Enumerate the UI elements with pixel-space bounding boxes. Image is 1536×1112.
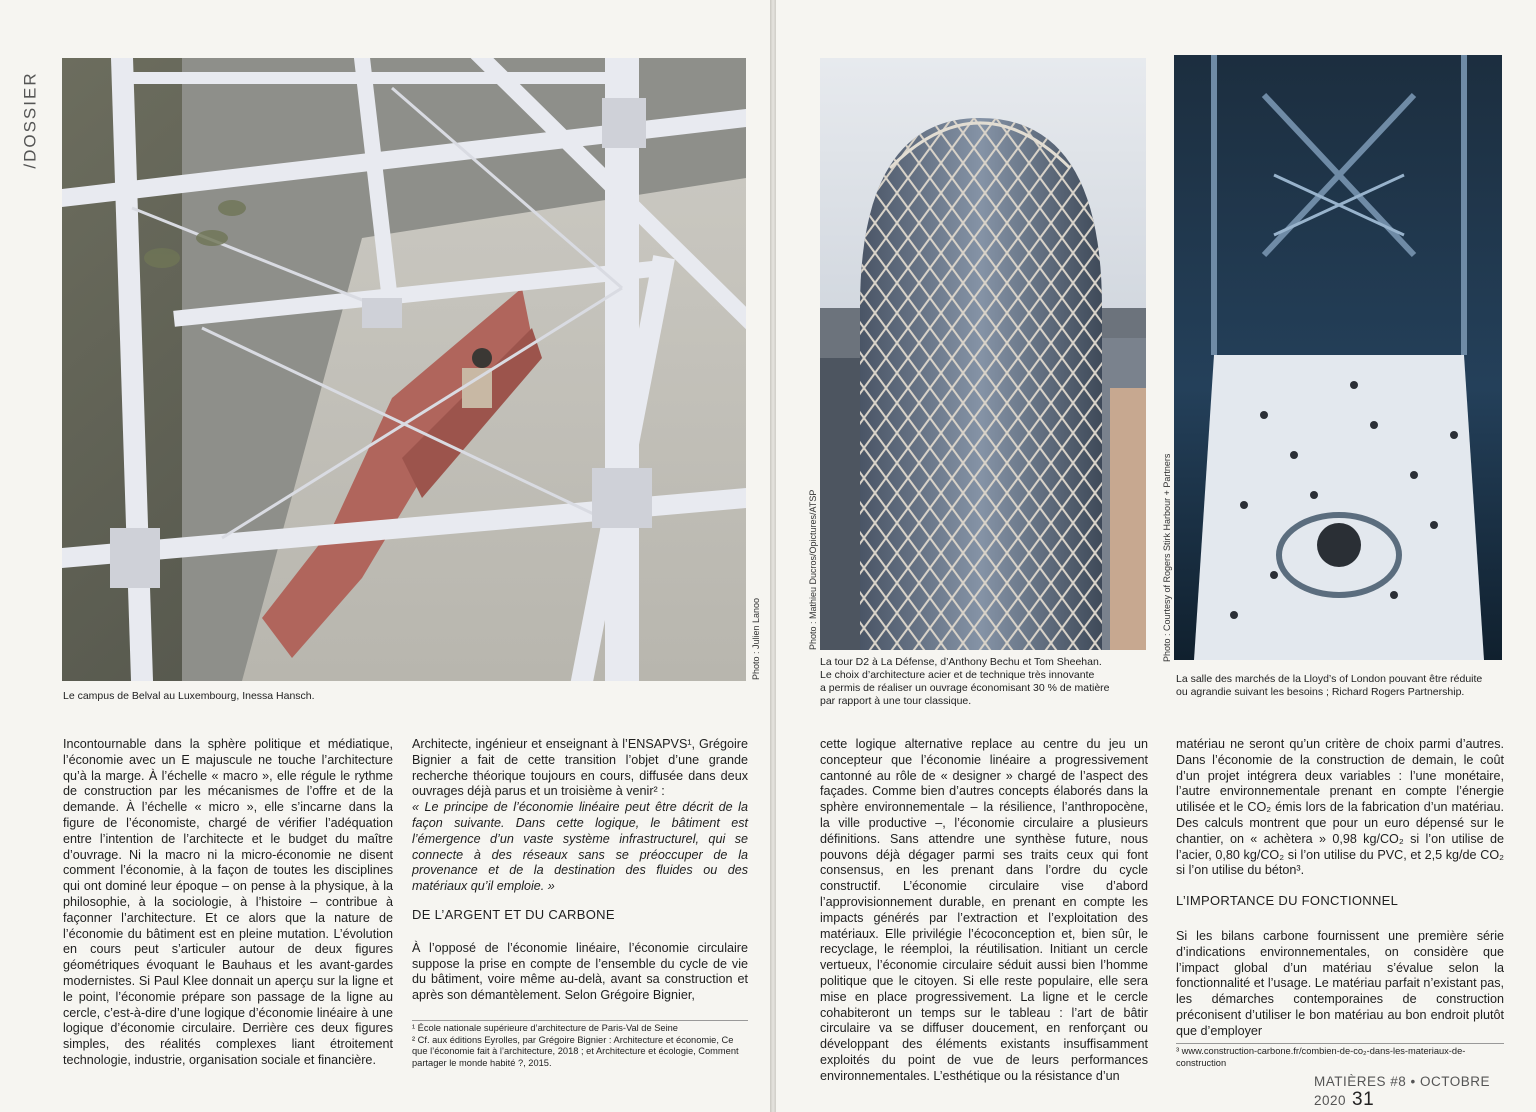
page-folio xyxy=(1314,1074,1536,1111)
photo-credit-right: Photo : Courtesy of Rogers Stirk Harbour + Partners xyxy=(1162,453,1172,662)
page-number: 31 xyxy=(1352,1089,1375,1110)
body-column-1 xyxy=(63,737,393,1069)
body-column-2 xyxy=(412,737,748,1004)
caption-middle-line-2: Le choix d’architecture acier et de technique très innovante xyxy=(820,669,1095,681)
body-column-4 xyxy=(1176,737,1504,1040)
body-paragraph: À l’opposé de l’économie linéaire, l’économie circulaire suppose la prise en compte de l’ensemble du cycle de vie du bâtiment, voire même au-delà, avant sa construction et après son démantèlement. Selon Grégoire Bignier, xyxy=(412,940,748,1003)
section-label-text: /DOSSIER xyxy=(20,71,40,169)
body-paragraph: Architecte, ingénieur et enseignant à l’ENSAPVS¹, Grégoire Bignier a fait de cette transition l’objet d’une grande recherche théorique toujours en cours, diffusée dans deux ouvrages déjà parus et un troisième à venir² : xyxy=(412,737,748,799)
body-paragraph: matériau ne seront qu’un critère de choix parmi d’autres. Dans l’économie de la construction de demain, le coût d’un projet intégrera deux variables : l’une monétaire, l’autre environnementale prenant en compte l’énergie utilisée et le CO₂ émis lors de la fabrication d’un matériau. Des calculs montrent que pour un euro dépensé sur le chantier, on « achètera » 0,98 kg/CO₂ si l’on utilise de l’acier, 0,80 kg/CO₂ si l’on utilise du PVC, et 2,5 kg/de CO₂ si l’on utilise du béton³. xyxy=(1176,737,1504,878)
footnotes-left xyxy=(412,1023,748,1069)
body-paragraph: cette logique alternative replace au centre du jeu un concepteur que l’économie linéaire a progressivement cantonné au rôle de « designer » chargé de l’aspect des façades. Comme bien d’autres concepts élaborés dans la sphère environnementale – la résilience, l’anthropocène, la ville productive –, l’économie circulaire a plusieurs définitions. Sans attendre une synthèse future, nous pouvons déjà dégager parmi ses traits ceux qui font consensus, en les prenant dans l’ordre du cycle constructif. L’économie circulaire vise d’abord l’approvisionnement durable, en prenant en compte les impacts générés par l’extraction et l’exploitation des matériaux. Elle privilégie l’écoconception et, bien sûr, le recyclage, le réemploi, la réutilisation. Initiant un cercle vertueux, l’économie circulaire séduit aussi bien l’homme politique que le citoyen. Si elle reste populaire, elle sera mise en place progressivement. La ligne et le cercle cohabiteront un temps sur le tableau : l’art de bâtir circulaire va se diffuser doucement, en renforçant ou développant des éléments existants insuffisamment exploités du point de vue de leurs performances environnementales. L’esthétique ou la résistance d’un xyxy=(820,737,1148,1083)
body-paragraph: Incontournable dans la sphère politique et médiatique, l’économie avec un E majuscule ne touche l’architecture qu’à la marge. À l’échelle « macro », elle régule le rythme de construction par les mécanismes de l’offre et de la demande. À l’échelle « micro », elle s’incarne dans la figure de l’économiste, chargé de vérifier l’adéquation entre l’intention de l’architecte et le budget du maître d’ouvrage. Ni la macro ni la micro-économie ne disent comment l’économie, à la façon de toutes les disciplines qui ont dominé leur époque – on pense à la physique, à la philosophie, à la sociologie, à l’histoire – contribue à façonner l’architecture. Et ce alors que la nature de l’économie du bâtiment est en pleine mutation. L’évolution en cours peut s’articuler autour de deux figures géométriques évoquant le Bauhaus et les avant-gardes modernistes. Si Paul Klee donnait un aperçu sur la ligne et le point, l’économie prépare son passage de la ligne au cercle, c’est-à-dire d’une logique d’économie linéaire à une logique d’économie circulaire. Derrière ces deux figures simples, des réalités complexes liant étroitement technologie, industrie, organisation sociale et financière. xyxy=(63,737,393,1067)
body-column-3 xyxy=(820,737,1148,1085)
body-paragraph: Si les bilans carbone fournissent une première série d’indications environnementales, on considère que l’impact global d’un matériau s’évalue selon la fonctionnalité et l’usage. Le matériau parfait n’existant pas, les démarches contemporaines de construction préconisent d’utiliser le bon matériau au bon endroit plutôt que d’employer xyxy=(1176,928,1504,1038)
caption-right-line-2: ou agrandie suivant les besoins ; Richard Rogers Partnership. xyxy=(1176,686,1465,698)
magazine-issue: MATIÈRES #8 • OCTOBRE 2020 xyxy=(1314,1074,1491,1108)
photo-credit-middle: Photo : Mathieu Ducros/Opictures/ATSP xyxy=(808,489,818,650)
section-label xyxy=(20,62,50,182)
photo-tour-d2 xyxy=(820,58,1146,650)
section-heading: L’IMPORTANCE DU FONCTIONNEL xyxy=(1176,893,1399,909)
caption-right-line-1: La salle des marchés de la Lloyd’s of London pouvant être réduite xyxy=(1176,673,1483,685)
photo-lloyds xyxy=(1174,55,1502,660)
caption-right xyxy=(1176,673,1506,699)
footnote-rule-left xyxy=(412,1020,748,1021)
quote-text: « Le principe de l’économie linéaire peut être décrit de la façon suivante. Dans cette logique, le bâtiment est l’émergence d’un vaste système infrastructurel, qui se connecte à des réseaux sans se préoccuper de la provenance et de la destination des fluides ou des matériaux qu’il emploie. » xyxy=(412,800,748,894)
lloyds-illustration xyxy=(1174,55,1502,660)
photo-credit-left: Photo : Julien Lanoo xyxy=(751,597,761,680)
caption-middle xyxy=(820,656,1160,708)
section-heading: DE L’ARGENT ET DU CARBONE xyxy=(412,906,615,922)
caption-middle-line-3: a permis de réaliser un ouvrage économisant 30 % de matière xyxy=(820,682,1110,694)
photo-belval-campus xyxy=(62,58,746,681)
caption-middle-line-4: par rapport à une tour classique. xyxy=(820,695,972,707)
belval-illustration xyxy=(62,58,746,681)
footnote-rule-right xyxy=(1176,1043,1504,1044)
footnote-3: ³ www.construction-carbone.fr/combien-de-co₂-dans-les-materiaux-de-construction xyxy=(1176,1046,1466,1068)
caption-left: Le campus de Belval au Luxembourg, Inessa Hansch. xyxy=(63,690,315,702)
pull-quote xyxy=(412,800,748,895)
tour-d2-illustration xyxy=(820,58,1146,650)
footnote-2: ² Cf. aux éditions Eyrolles, par Grégoire Bignier : Architecture et économie, Ce que l’économie fait à l’architecture, 2018 ; et Architecture et écologie, Comment partager le monde habité ?, 2015. xyxy=(412,1034,739,1068)
caption-middle-line-1: La tour D2 à La Défense, d’Anthony Bechu et Tom Sheehan. xyxy=(820,656,1102,668)
footnote-1: ¹ École nationale supérieure d’architecture de Paris-Val de Seine xyxy=(412,1023,678,1033)
